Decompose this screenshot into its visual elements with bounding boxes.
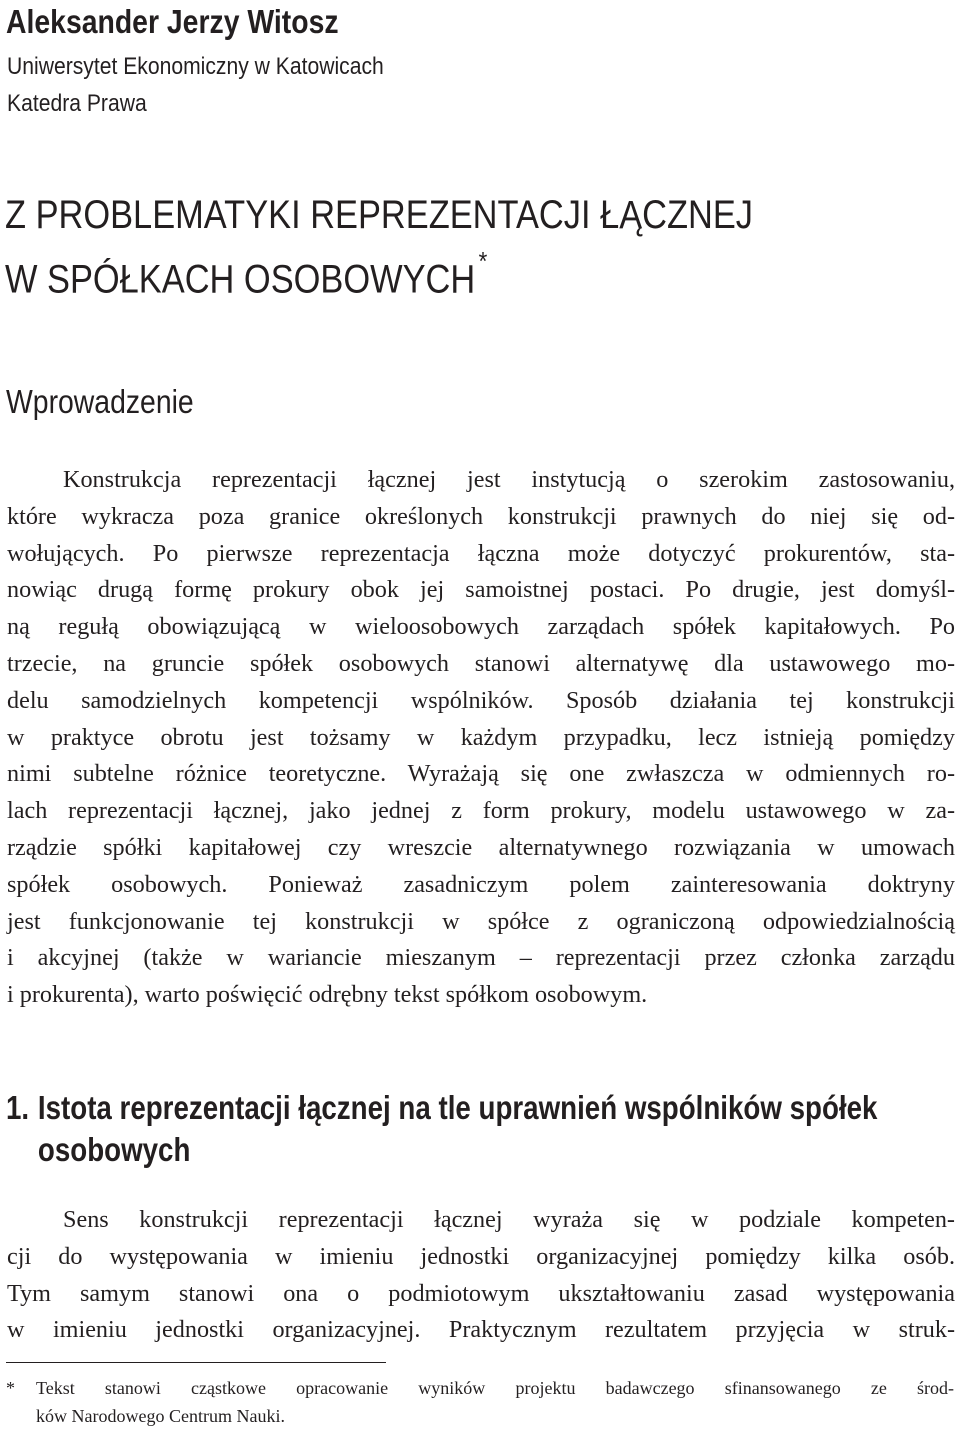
footnote-divider (6, 1362, 386, 1363)
author-affiliation-department: Katedra Prawa (7, 90, 147, 117)
text-line: wołujących. Po pierwsze reprezentacja łączna może dotyczyć prokurentów, sta- (7, 539, 955, 567)
article-title-line-1: Z PROBLEMATYKI REPREZENTACJI ŁĄCZNEJ (5, 193, 753, 237)
text-line: Sens konstrukcji reprezentacji łącznej wyraża się w podziale kompeten- (63, 1206, 955, 1233)
footnote-line: Tekst stanowi cząstkowe opracowanie wyników projektu badawczego sfinansowanego ze środ- (36, 1378, 954, 1398)
text-line: które wykracza poza granice określonych konstrukcji prawnych do niej się od- (7, 502, 955, 530)
title-footnote-mark[interactable]: * (478, 246, 488, 276)
footnote-line: ków Narodowego Centrum Nauki. (36, 1406, 285, 1426)
text-line: trzecie, na gruncie spółek osobowych stanowi alternatywę dla ustawowego mo- (7, 649, 955, 677)
footnote-mark: * (6, 1378, 15, 1398)
section-heading-1-line-1: Istota reprezentacji łącznej na tle uprawnień wspólników spółek (37, 1089, 878, 1126)
text-line: lach reprezentacji łącznej, jako jednej z form prokury, modelu ustawowego w za- (7, 797, 955, 825)
section-number: 1. (6, 1089, 30, 1126)
text-line: i prokurenta), warto poświęcić odrębny tekst spółkom osobowym. (7, 981, 648, 1009)
text-line: spółek osobowych. Ponieważ zasadniczym polem zainteresowania doktryny (7, 870, 955, 898)
text-line: w imieniu jednostki organizacyjnej. Praktycznym rezultatem przyjęcia w struk- (7, 1316, 955, 1344)
text-line: w praktyce obrotu jest tożsamy w każdym przypadku, lecz istnieją pomiędzy (7, 723, 955, 751)
footnote (6, 1374, 954, 1430)
text-line: Konstrukcja reprezentacji łącznej jest instytucją o szerokim zastosowaniu, (63, 466, 955, 493)
section-heading-1 (6, 1087, 877, 1171)
text-line: jest funkcjonowanie tej konstrukcji w spółce z ograniczoną odpowiedzialnością (7, 907, 955, 935)
text-line: cji do występowania w imieniu jednostki organizacyjnej pomiędzy kilka osób. (7, 1242, 955, 1270)
section-1-paragraph (7, 1202, 955, 1349)
section-heading-intro: Wprowadzenie (6, 383, 194, 420)
article-title-line-2-text: W SPÓŁKACH OSOBOWYCH (5, 257, 476, 302)
intro-paragraph (7, 462, 955, 1014)
text-line: nimi subtelne różnice teoretyczne. Wyrażają się one zwłaszcza w odmiennych ro- (7, 760, 955, 788)
text-line: rządzie spółki kapitałowej czy wreszcie alternatywnego rozwiązania w umowach (7, 833, 955, 861)
article-title-line-2 (5, 242, 753, 306)
text-line: nowiąc drugą formę prokury obok jej samoistnej postaci. Po drugie, jest domyśl- (7, 576, 955, 604)
section-heading-1-line-2: osobowych (37, 1131, 191, 1168)
text-line: ną regułą obowiązującą w wieloosobowych zarządach spółek kapitałowych. Po (7, 613, 955, 641)
text-line: Tym samym stanowi ona o podmiotowym ukształtowaniu zasad występowania (7, 1279, 955, 1307)
author-name: Aleksander Jerzy Witosz (6, 3, 339, 40)
author-affiliation-university: Uniwersytet Ekonomiczny w Katowicach (7, 53, 384, 80)
text-line: i akcyjnej (także w wariancie mieszanym – reprezentacji przez członka zarządu (7, 944, 955, 972)
article-title (5, 188, 753, 306)
text-line: delu samodzielnych kompetencji wspólników. Sposób działania tej konstrukcji (7, 686, 955, 714)
